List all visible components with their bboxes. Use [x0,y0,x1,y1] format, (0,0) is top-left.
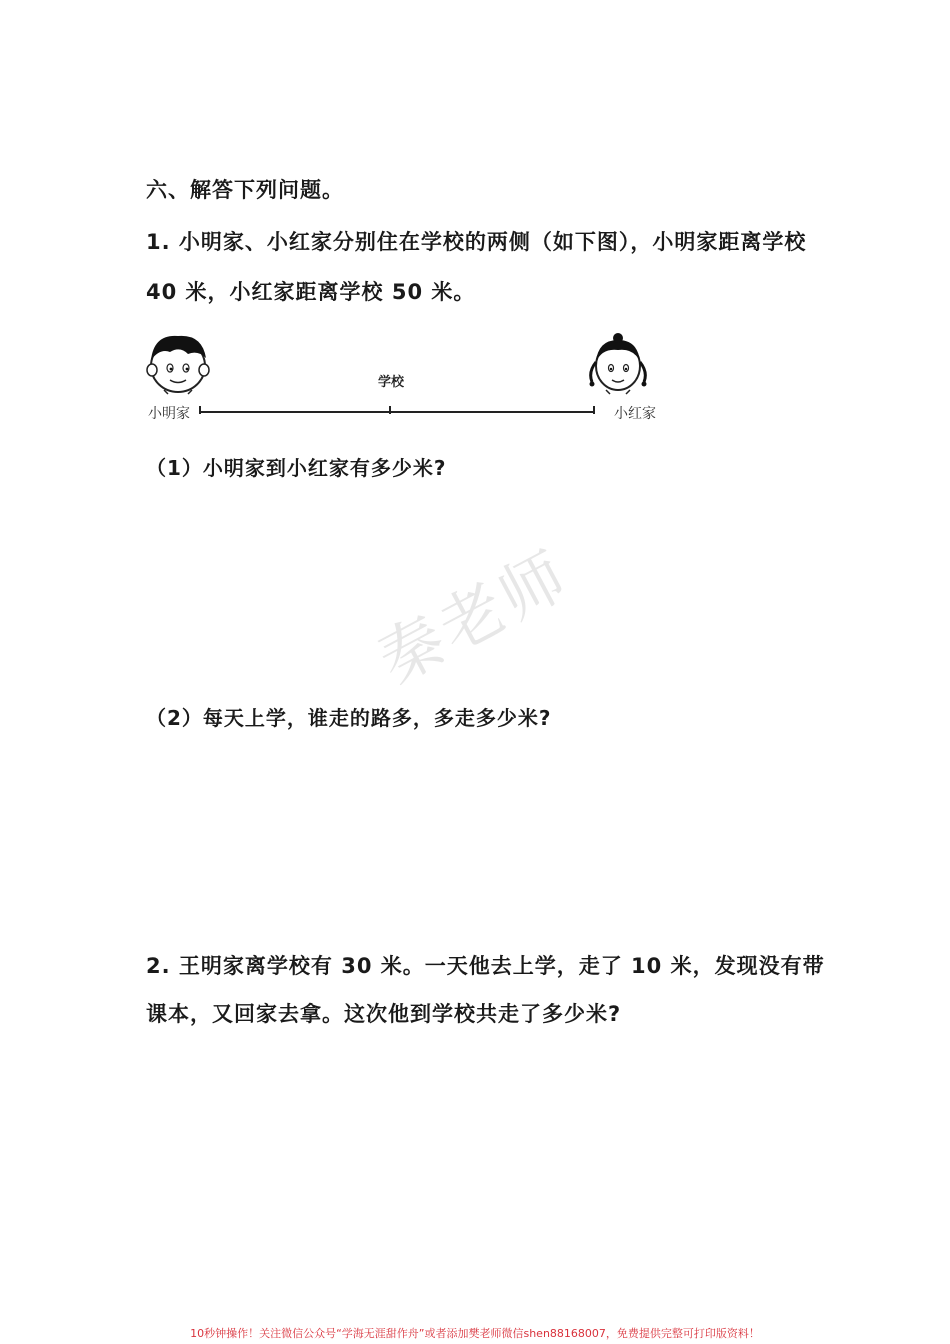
question-1-sub-1: （1）小明家到小红家有多少米? [146,456,447,480]
school-label: 学校 [378,375,405,390]
right-label: 小红家 [614,406,656,422]
question-1-line-2: 40 米，小红家距离学校 50 米。 [146,280,476,304]
footer-notice: 10秒钟操作！关注微信公众号“学海无涯甜作舟”或者添加樊老师微信shen88168007，免费提供完整可打印版资料！ [190,1327,760,1340]
girl-icon [590,333,647,394]
question-1-sub-2: （2）每天上学，谁走的路多，多走多少米? [146,706,552,730]
question-2-line-2: 课本，又回家去拿。这次他到学校共走了多少米? [146,1002,622,1026]
boy-icon [147,336,209,394]
diagram-svg [140,328,680,428]
left-label: 小明家 [148,406,190,422]
watermark: 秦老师 [367,537,582,699]
section-title: 六、解答下列问题。 [146,178,344,202]
question-1-line-1: 1. 小明家、小红家分别住在学校的两侧（如下图），小明家距离学校 [146,230,807,254]
distance-diagram [140,328,680,428]
question-2-line-1: 2. 王明家离学校有 30 米。一天他去上学，走了 10 米，发现没有带 [146,954,825,978]
